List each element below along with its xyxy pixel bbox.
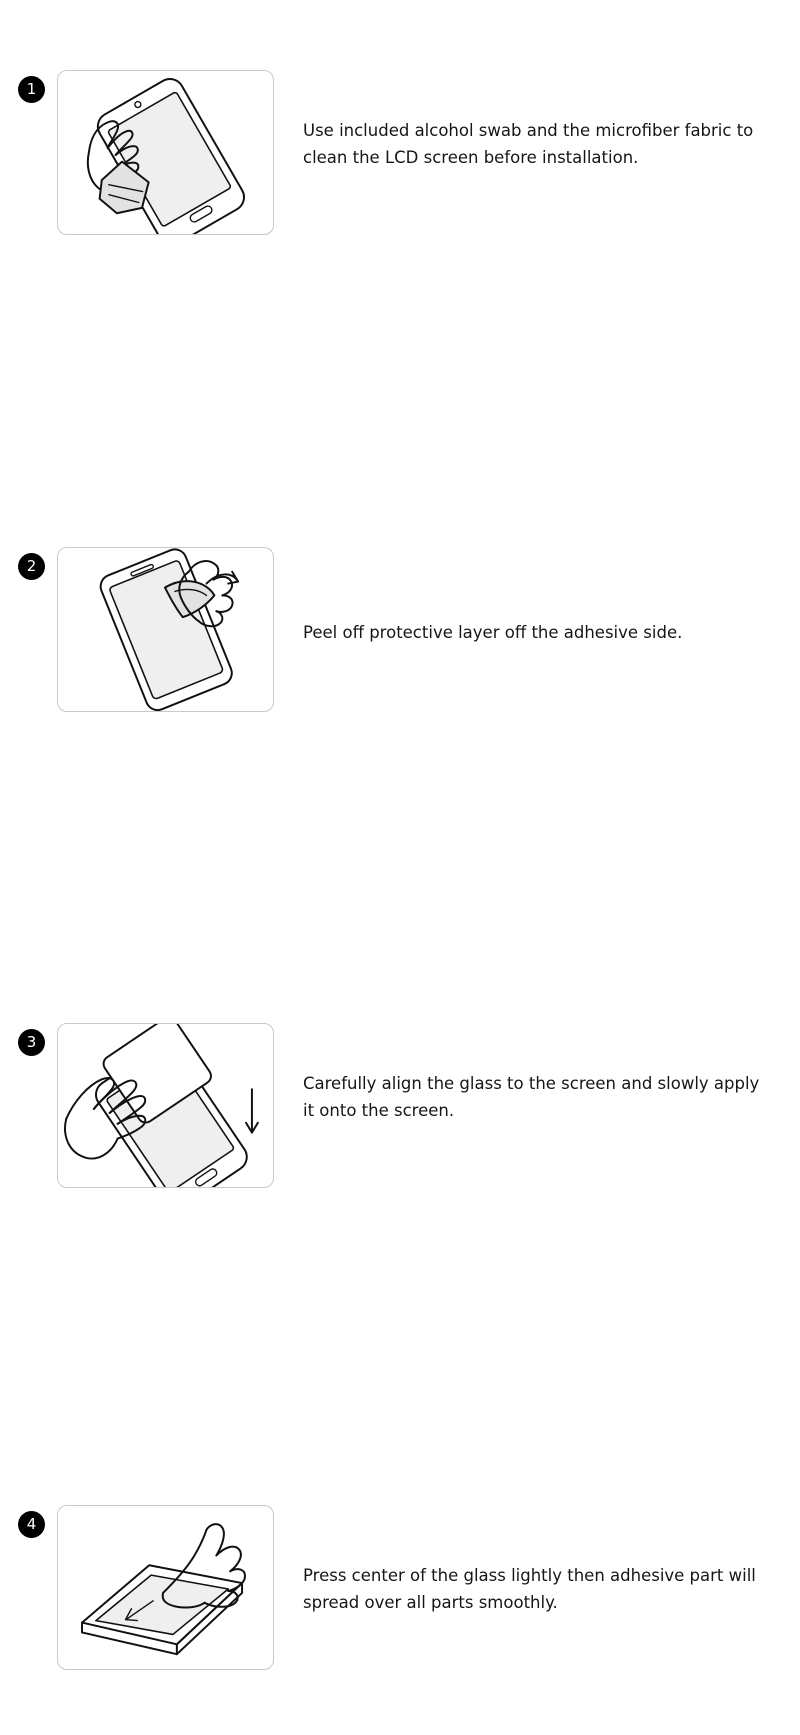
step-4	[0, 1505, 800, 1735]
step-2-illustration	[57, 547, 274, 712]
step-3-text: Carefully align the glass to the screen and slowly apply it onto the screen.	[303, 1074, 760, 1120]
pressing-center-of-glass-with-finger-icon	[58, 1506, 273, 1669]
step-4-illustration	[57, 1505, 274, 1670]
peeling-protective-layer-from-glass-icon	[58, 548, 273, 711]
step-number-badge: 1	[18, 76, 45, 103]
step-1	[0, 70, 800, 300]
step-number-badge: 2	[18, 553, 45, 580]
step-4-text: Press center of the glass lightly then adhesive part will spread over all parts smoothly.	[303, 1566, 756, 1612]
step-number-badge: 4	[18, 1511, 45, 1538]
phone-cleaning-with-microfiber-cloth-icon	[58, 71, 273, 234]
aligning-glass-onto-phone-screen-icon	[58, 1024, 273, 1187]
step-2	[0, 547, 800, 777]
step-3-illustration	[57, 1023, 274, 1188]
step-number-badge: 3	[18, 1029, 45, 1056]
step-2-text: Peel off protective layer off the adhesive side.	[303, 623, 683, 642]
step-3	[0, 1023, 800, 1253]
step-1-text: Use included alcohol swab and the microfiber fabric to clean the LCD screen before installation.	[303, 121, 754, 167]
step-1-illustration	[57, 70, 274, 235]
